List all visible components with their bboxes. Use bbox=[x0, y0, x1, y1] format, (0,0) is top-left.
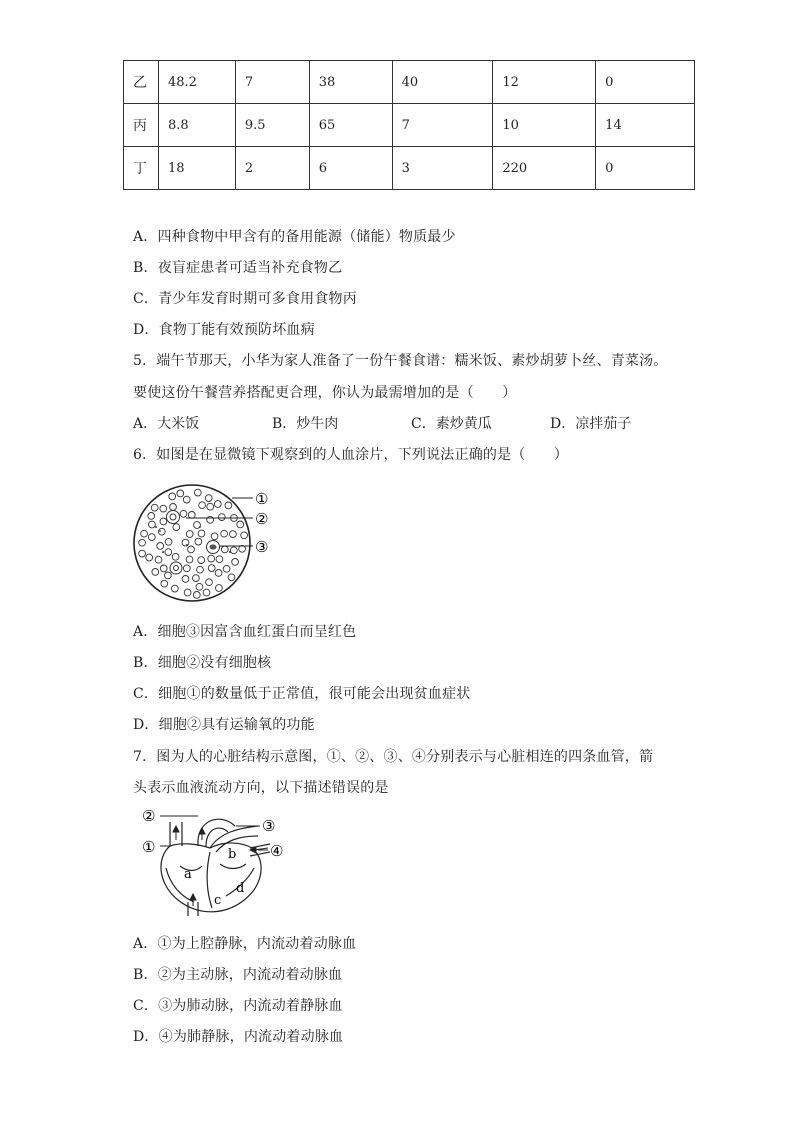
red-blood-cell bbox=[214, 501, 221, 508]
table-cell: 18 bbox=[158, 147, 235, 190]
table-cell: 40 bbox=[392, 61, 493, 104]
red-blood-cell bbox=[186, 556, 193, 563]
table-row bbox=[124, 147, 695, 190]
red-blood-cell bbox=[180, 510, 187, 517]
white-blood-cell bbox=[170, 562, 182, 574]
red-blood-cell bbox=[241, 532, 248, 539]
table-cell: 0 bbox=[596, 147, 695, 190]
red-blood-cell bbox=[148, 534, 155, 541]
table-cell: 8.8 bbox=[158, 104, 235, 147]
q5-option-a: A．大米饭 bbox=[133, 416, 200, 432]
red-blood-cell bbox=[230, 547, 237, 554]
red-blood-cell bbox=[232, 559, 239, 566]
q7-option-c: C．③为肺动脉，内流动着静脉血 bbox=[133, 998, 343, 1014]
label-3: ③ bbox=[255, 538, 269, 556]
red-blood-cell bbox=[183, 496, 190, 503]
red-blood-cell bbox=[160, 565, 167, 572]
chamber-label-b: b bbox=[228, 847, 237, 862]
q7-option-d: D．④为肺静脉，内流动着动脉血 bbox=[133, 1029, 344, 1045]
red-blood-cell bbox=[208, 565, 215, 572]
table-cell: 7 bbox=[235, 61, 309, 104]
red-blood-cell bbox=[169, 493, 176, 500]
q7-option-a: A．①为上腔静脉，内流动着动脉血 bbox=[133, 936, 357, 952]
food-name: 丙 bbox=[124, 104, 159, 147]
red-blood-cell bbox=[215, 570, 222, 577]
red-blood-cell bbox=[221, 530, 228, 537]
red-blood-cell bbox=[171, 585, 178, 592]
red-blood-cell bbox=[152, 569, 159, 576]
red-blood-cell bbox=[188, 546, 195, 553]
red-blood-cell bbox=[160, 518, 167, 525]
red-blood-cell bbox=[207, 516, 214, 523]
q4-option-a: A．四种食物中甲含有的备用能源（储能）物质最少 bbox=[133, 229, 456, 245]
blood-smear-figure bbox=[130, 482, 280, 604]
red-blood-cell bbox=[165, 538, 172, 545]
red-blood-cell bbox=[196, 583, 203, 590]
red-blood-cell bbox=[203, 589, 210, 596]
red-blood-cell bbox=[139, 539, 146, 546]
red-blood-cell bbox=[173, 524, 180, 531]
q4-option-b: B．夜盲症患者可适当补充食物乙 bbox=[133, 260, 343, 276]
q5-option-b: B．炒牛肉 bbox=[272, 416, 339, 432]
label-1: ① bbox=[142, 838, 156, 856]
table-cell: 14 bbox=[596, 104, 695, 147]
red-blood-cell bbox=[197, 566, 204, 573]
red-blood-cell bbox=[141, 530, 148, 537]
red-blood-cell bbox=[146, 554, 153, 561]
table-cell: 38 bbox=[309, 61, 392, 104]
chamber-label-d: d bbox=[236, 881, 245, 896]
red-blood-cell bbox=[158, 528, 165, 535]
red-blood-cell bbox=[198, 530, 205, 537]
red-blood-cell bbox=[216, 556, 223, 563]
q5-option-c: C．素炒黄瓜 bbox=[411, 416, 492, 432]
table-row bbox=[124, 104, 695, 147]
red-blood-cell bbox=[165, 549, 172, 556]
red-blood-cell bbox=[221, 546, 228, 553]
q6-option-b: B．细胞②没有细胞核 bbox=[133, 655, 272, 671]
table-cell: 3 bbox=[392, 147, 493, 190]
white-blood-cell bbox=[207, 541, 220, 554]
red-blood-cell bbox=[183, 565, 190, 572]
table-row bbox=[124, 61, 695, 104]
table-cell: 10 bbox=[493, 104, 596, 147]
chamber-label-c: c bbox=[214, 893, 222, 908]
white-blood-cell bbox=[167, 511, 180, 524]
red-blood-cell bbox=[195, 538, 202, 545]
smear-field bbox=[134, 485, 250, 601]
label-4: ④ bbox=[270, 842, 284, 860]
q6-option-d: D．细胞②具有运输氧的功能 bbox=[133, 717, 315, 733]
table-cell: 12 bbox=[493, 61, 596, 104]
table-cell: 2 bbox=[235, 147, 309, 190]
table-cell: 220 bbox=[493, 147, 596, 190]
heart-diagram bbox=[140, 806, 300, 921]
food-name: 乙 bbox=[124, 61, 159, 104]
red-blood-cell bbox=[198, 557, 205, 564]
red-blood-cell bbox=[228, 574, 235, 581]
chamber-label-a: a bbox=[184, 867, 192, 882]
q7-option-b: B．②为主动脉，内流动着动脉血 bbox=[133, 967, 343, 983]
red-blood-cell bbox=[165, 572, 172, 579]
red-blood-cell bbox=[160, 505, 167, 512]
q5-stem-line2: 要使这份午餐营养搭配更合理，你认为最需增加的是（ ） bbox=[133, 385, 517, 401]
red-blood-cell bbox=[151, 504, 158, 511]
red-blood-cell bbox=[193, 575, 200, 582]
table-cell: 7 bbox=[392, 104, 493, 147]
q4-option-d: D．食物丁能有效预防坏血病 bbox=[133, 322, 315, 338]
red-blood-cell bbox=[216, 585, 223, 592]
red-blood-cell bbox=[188, 512, 195, 519]
q5-stem-line1: 5．端午节那天，小华为家人准备了一份午餐食谱：糯米饭、素炒胡萝卜丝、青菜汤。 bbox=[133, 353, 668, 369]
red-blood-cell bbox=[170, 504, 177, 511]
table-cell: 6 bbox=[309, 147, 392, 190]
red-blood-cell bbox=[161, 580, 168, 587]
red-blood-cell bbox=[208, 555, 215, 562]
table-cell: 48.2 bbox=[158, 61, 235, 104]
q5-option-d: D．凉拌茄子 bbox=[550, 416, 632, 432]
red-blood-cell bbox=[205, 495, 212, 502]
table-cell: 9.5 bbox=[235, 104, 309, 147]
red-blood-cell bbox=[230, 531, 237, 538]
red-blood-cell bbox=[184, 589, 191, 596]
red-blood-cell bbox=[223, 565, 230, 572]
red-blood-cell bbox=[155, 556, 162, 563]
table-cell: 65 bbox=[309, 104, 392, 147]
label-2: ② bbox=[142, 807, 156, 825]
label-1: ① bbox=[255, 490, 269, 508]
red-blood-cell bbox=[148, 513, 155, 520]
red-blood-cell bbox=[177, 490, 184, 497]
red-blood-cell bbox=[218, 514, 225, 521]
red-blood-cell bbox=[207, 503, 214, 510]
q7-stem-line1: 7．图为人的心脏结构示意图，①、②、③、④分别表示与心脏相连的四条血管，箭 bbox=[133, 749, 654, 765]
label-3: ③ bbox=[262, 817, 276, 835]
q6-option-a: A．细胞③因富含血红蛋白而呈红色 bbox=[133, 624, 357, 640]
red-blood-cell bbox=[193, 592, 200, 599]
red-blood-cell bbox=[172, 553, 179, 560]
red-blood-cell bbox=[157, 543, 164, 550]
red-blood-cell bbox=[237, 521, 244, 528]
red-blood-cell bbox=[182, 576, 189, 583]
red-blood-cell bbox=[206, 579, 213, 586]
food-name: 丁 bbox=[124, 147, 159, 190]
nutrition-table bbox=[123, 60, 695, 190]
q6-stem: 6．如图是在显微镜下观察到的人血涂片，下列说法正确的是（ ） bbox=[133, 447, 569, 463]
label-2: ② bbox=[255, 510, 269, 528]
q6-option-c: C．细胞①的数量低于正常值，很可能会出现贫血症状 bbox=[133, 686, 471, 702]
red-blood-cell bbox=[225, 502, 232, 509]
red-blood-cell bbox=[149, 521, 156, 528]
q4-option-c: C．青少年发育时期可多食用食物丙 bbox=[133, 291, 357, 307]
red-blood-cell bbox=[194, 489, 201, 496]
q5-options bbox=[133, 413, 631, 433]
red-blood-cell bbox=[211, 533, 218, 540]
red-blood-cell bbox=[139, 550, 146, 557]
table-cell: 0 bbox=[596, 61, 695, 104]
red-blood-cell bbox=[186, 531, 193, 538]
q7-stem-line2: 头表示血液流动方向，以下描述错误的是 bbox=[133, 780, 389, 796]
red-blood-cell bbox=[199, 502, 206, 509]
